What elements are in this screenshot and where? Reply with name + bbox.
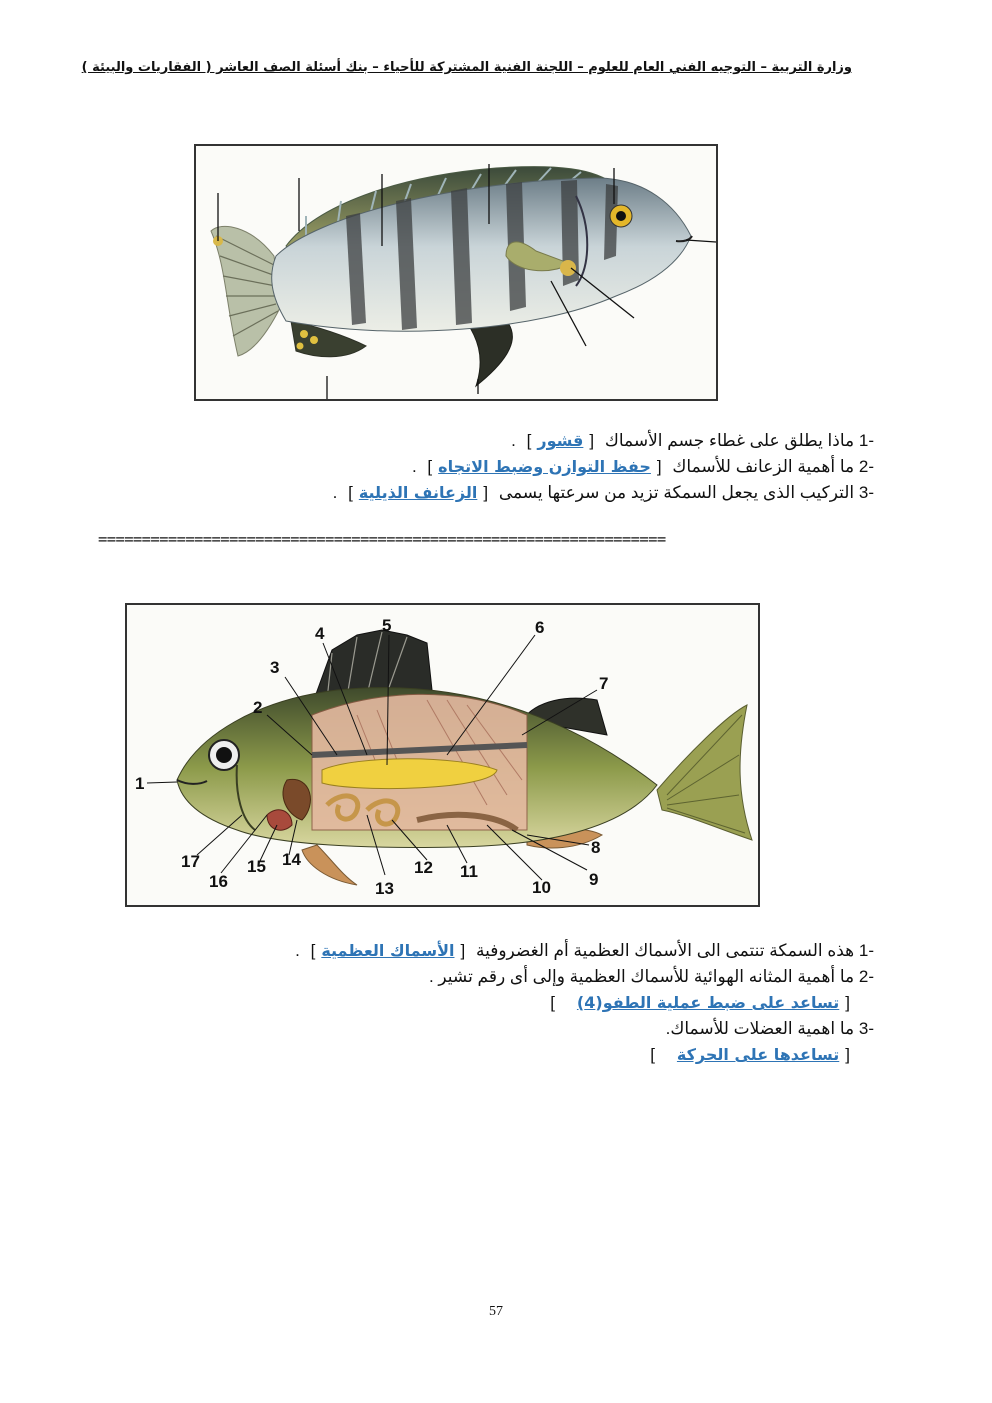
answer-line-3: [تساعدها على الحركة] bbox=[650, 1045, 850, 1064]
anatomy-label-11: 11 bbox=[460, 862, 478, 881]
question-text: ما أهمية الزعانف للأسماك bbox=[672, 457, 855, 476]
anatomy-label-15: 15 bbox=[247, 857, 266, 876]
page-number: 57 bbox=[489, 1304, 503, 1319]
section-separator: ================================================================= bbox=[98, 530, 666, 548]
anatomy-label-12: 12 bbox=[414, 858, 433, 877]
anatomy-label-9: 9 bbox=[589, 870, 599, 889]
question-end: . bbox=[511, 431, 516, 450]
answer-text: الأسماك العظمية bbox=[321, 941, 455, 960]
question-number: 3- bbox=[858, 483, 874, 502]
question-1: 1- ماذا يطلق على غطاء جسم الأسماك [قشور] . bbox=[511, 431, 874, 450]
question-end: . bbox=[332, 483, 338, 502]
anatomy-label-6: 6 bbox=[535, 618, 545, 637]
anatomy-label-14: 14 bbox=[282, 850, 301, 869]
fish-anatomy-figure bbox=[125, 603, 760, 907]
fish-external-illustration bbox=[196, 146, 716, 399]
section1-questions bbox=[234, 428, 874, 506]
answer-text: الزعانف الذيلية bbox=[358, 483, 478, 502]
question-number: 2- bbox=[858, 967, 874, 986]
anatomy-label-17: 17 bbox=[181, 852, 200, 871]
section2-questions bbox=[234, 938, 874, 1068]
question-end: . bbox=[295, 941, 300, 960]
answer-text: تساعد على ضبط عملية الطفو(4) bbox=[576, 993, 840, 1012]
anatomy-label-7: 7 bbox=[599, 674, 609, 693]
fish-anatomy-illustration bbox=[127, 605, 758, 905]
anatomy-label-4: 4 bbox=[315, 624, 325, 643]
question-text: ما أهمية المثانه الهوائية للأسماك العظمية وإلى أى رقم تشير . bbox=[428, 967, 855, 986]
page-header: وزارة التربية – التوجيه الفني العام للعلوم – اللجنة الفنية المشتركة للأحياء – بنك أسئلة الصف العاشر ( الفقاريات والبيئة ) bbox=[81, 60, 852, 75]
question-number: 1- bbox=[858, 431, 874, 450]
anatomy-label-2: 2 bbox=[253, 698, 263, 717]
question-text: التركيب الذى يجعل السمكة تزيد من سرعتها يسمى bbox=[498, 483, 855, 502]
answer-text: حفظ التوازن وضبط الاتجاه bbox=[438, 457, 651, 476]
anatomy-label-3: 3 bbox=[270, 658, 280, 677]
fish-external-figure bbox=[194, 144, 718, 401]
anatomy-label-8: 8 bbox=[591, 838, 601, 857]
question-3 bbox=[234, 1016, 874, 1042]
question-number: 3- bbox=[858, 1019, 874, 1038]
question-3: 3- التركيب الذى يجعل السمكة تزيد من سرعتها يسمى [الزعانف الذيلية] . bbox=[332, 483, 874, 502]
anatomy-label-13: 13 bbox=[375, 879, 394, 898]
anatomy-label-1: 1 bbox=[135, 774, 145, 793]
question-2 bbox=[234, 964, 874, 990]
question-number: 1- bbox=[858, 941, 874, 960]
answer-line-2: [تساعد على ضبط عملية الطفو(4)] bbox=[550, 993, 850, 1012]
question-number: 2- bbox=[858, 457, 874, 476]
question-text: هذه السمكة تنتمى الى الأسماك العظمية أم الغضروفية bbox=[475, 941, 855, 960]
question-1: 1- هذه السمكة تنتمى الى الأسماك العظمية أم الغضروفية [الأسماك العظمية] . bbox=[295, 941, 874, 960]
question-end: . bbox=[411, 457, 417, 476]
anatomy-label-16: 16 bbox=[209, 872, 228, 891]
answer-text: تساعدها على الحركة bbox=[676, 1045, 840, 1064]
answer-text: قشور bbox=[537, 431, 584, 450]
anatomy-label-10: 10 bbox=[532, 878, 551, 897]
anatomy-label-5: 5 bbox=[382, 616, 392, 635]
question-text: ماذا يطلق على غطاء جسم الأسماك bbox=[604, 431, 855, 450]
question-2: 2- ما أهمية الزعانف للأسماك [حفظ التوازن وضبط الاتجاه] . bbox=[411, 457, 874, 476]
question-text: ما اهمية العضلات للأسماك. bbox=[665, 1019, 855, 1038]
